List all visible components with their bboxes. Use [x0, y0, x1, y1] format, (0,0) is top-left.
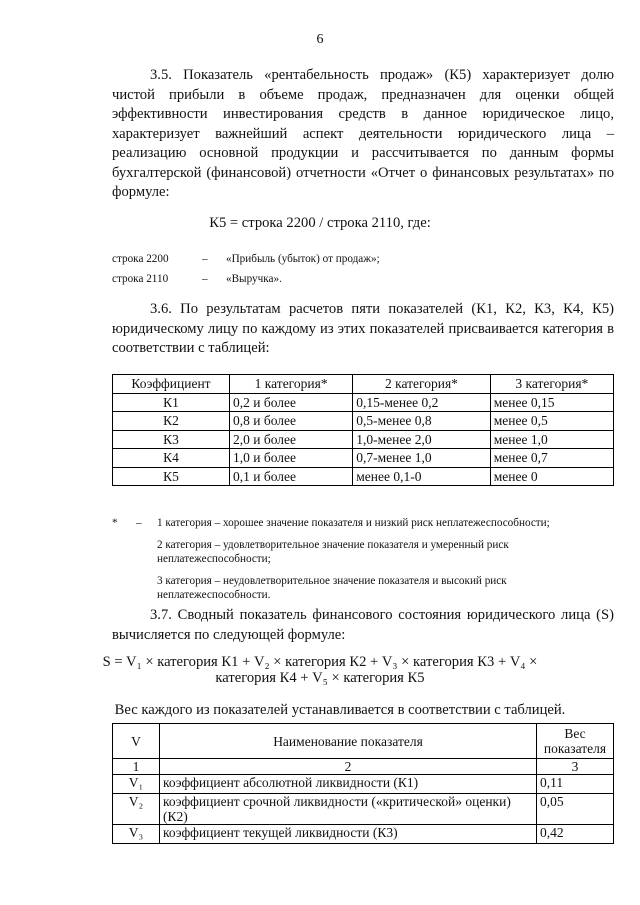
- note-asterisk: *: [112, 517, 118, 529]
- table-cell: V₁: [113, 775, 160, 794]
- table-cell: К1: [113, 393, 230, 412]
- table-cell: 0,11: [537, 775, 614, 794]
- table-row: [113, 449, 614, 468]
- formula-definitions: [112, 249, 380, 289]
- category-table: [112, 374, 614, 486]
- definition-desc: «Выручка».: [226, 273, 282, 285]
- table-cell: К2: [113, 412, 230, 431]
- definition-row: [112, 249, 380, 269]
- table-cell: К5: [113, 467, 230, 486]
- note-item: [112, 574, 617, 602]
- table-cell: 0,05: [537, 794, 614, 825]
- table-cell: коэффициент текущей ликвидности (К3): [160, 825, 537, 844]
- note-text: 1 категория – хорошее значение показателя и низкий риск неплатежеспособности;: [157, 517, 550, 529]
- table-cell: менее 0,1-0: [353, 467, 490, 486]
- table-cell: менее 0,15: [490, 393, 613, 412]
- table-cell: 0,5-менее 0,8: [353, 412, 490, 431]
- header-cell: 1 категория*: [230, 375, 353, 394]
- table-cell: коэффициент абсолютной ликвидности (К1): [160, 775, 537, 794]
- section-3-6-paragraph: 3.6. По результатам расчетов пяти показателей (К1, К2, К3, К4, К5) юридическому лицу по каждому из этих показателей присваивается категория в соответствии с таблицей:: [112, 301, 614, 356]
- numbering-cell: 3: [537, 759, 614, 775]
- section-3-7-paragraph: 3.7. Сводный показатель финансового состояния юридического лица (S) вычисляется по следующей формуле:: [112, 607, 614, 643]
- numbering-row: [113, 759, 614, 775]
- note-item: [112, 516, 617, 530]
- s-formula-line-1: S = V₁ × категория К1 + V₂ × категория К2 + V₃ × категория К3 + V₄ ×: [102, 654, 538, 670]
- table-header-row: [113, 375, 614, 394]
- note-text: 3 категория – неудовлетворительное значение показателя и высокий риск неплатежеспособности.: [157, 575, 507, 601]
- header-cell: 2 категория*: [353, 375, 490, 394]
- definition-dash: –: [202, 253, 208, 265]
- table-cell: 0,7-менее 1,0: [353, 449, 490, 468]
- header-cell: Вес показателя: [537, 724, 614, 759]
- table-cell: 0,8 и более: [230, 412, 353, 431]
- table-row: [113, 794, 614, 825]
- table-cell: менее 1,0: [490, 430, 613, 449]
- table-cell: 0,2 и более: [230, 393, 353, 412]
- page-number: 6: [316, 32, 324, 47]
- table-cell: К3: [113, 430, 230, 449]
- weights-intro: Вес каждого из показателей устанавливается в соответствии с таблицей.: [114, 702, 566, 718]
- header-cell: V: [113, 724, 160, 759]
- header-cell: 3 категория*: [490, 375, 613, 394]
- header-cell: Наименование показателя: [160, 724, 537, 759]
- table-row: [113, 467, 614, 486]
- table-cell: 0,1 и более: [230, 467, 353, 486]
- table-cell: 1,0 и более: [230, 449, 353, 468]
- k5-formula: К5 = строка 2200 / строка 2110, где:: [209, 215, 431, 231]
- definition-dash: –: [202, 273, 208, 285]
- table-header-row: [113, 724, 614, 759]
- definition-desc: «Прибыль (убыток) от продаж»;: [226, 253, 380, 265]
- header-cell: Коэффициент: [113, 375, 230, 394]
- weights-table: [112, 723, 614, 844]
- table-cell: менее 0: [490, 467, 613, 486]
- table-cell: V₂: [113, 794, 160, 825]
- table-cell: коэффициент срочной ликвидности («критической» оценки) (К2): [160, 794, 537, 825]
- table-cell: менее 0,5: [490, 412, 613, 431]
- category-notes: [112, 516, 617, 610]
- table-cell: К4: [113, 449, 230, 468]
- table-cell: менее 0,7: [490, 449, 613, 468]
- table-row: [113, 393, 614, 412]
- table-cell: 1,0-менее 2,0: [353, 430, 490, 449]
- definition-row: [112, 269, 380, 289]
- numbering-cell: 2: [160, 759, 537, 775]
- table-cell: 0,15-менее 0,2: [353, 393, 490, 412]
- section-3-5-paragraph: 3.5. Показатель «рентабельность продаж» (К5) характеризует долю чистой прибыли в объеме продаж, предназначен для оценки общей эффективности инвестирования средств в данное юридическое лицо, характеризует важнейший аспект деятельности юридического лица – реализацию основной продукции и рассчитывается по данным формы бухгалтерской (финансовой) отчетности «Отчет о финансовых результатах» по формуле:: [112, 67, 614, 200]
- table-cell: 0,42: [537, 825, 614, 844]
- table-row: [113, 430, 614, 449]
- definition-term: строка 2110: [112, 273, 169, 285]
- numbering-cell: 1: [113, 759, 160, 775]
- definition-term: строка 2200: [112, 253, 169, 265]
- note-item: [112, 538, 617, 566]
- s-formula-line-2: категория К4 + V₅ × категория К5: [215, 670, 425, 686]
- table-row: [113, 825, 614, 844]
- table-cell: V₃: [113, 825, 160, 844]
- note-text: 2 категория – удовлетворительное значение показателя и умеренный риск неплатежеспособности;: [157, 539, 509, 565]
- table-row: [113, 412, 614, 431]
- table-cell: 2,0 и более: [230, 430, 353, 449]
- table-row: [113, 775, 614, 794]
- note-dash: –: [136, 517, 142, 529]
